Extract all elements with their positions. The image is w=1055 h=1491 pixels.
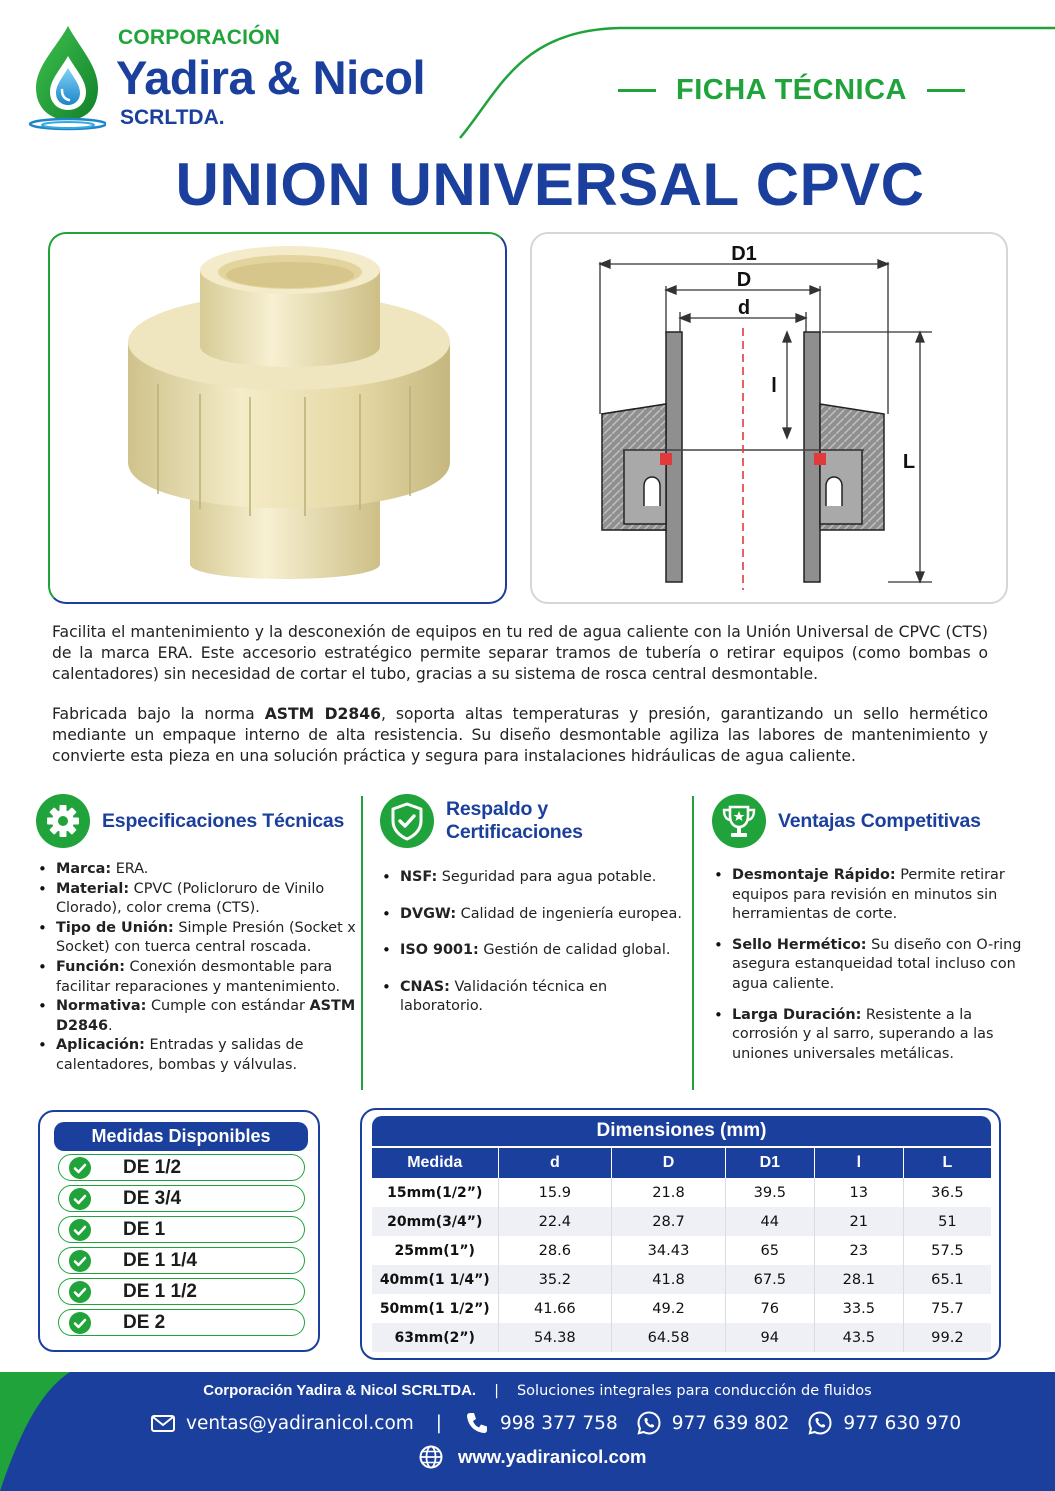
footer-separator: | xyxy=(494,1383,499,1399)
list-item xyxy=(36,880,356,919)
table-cell: 63mm(2”) xyxy=(372,1323,498,1352)
table-cell: 39.5 xyxy=(725,1178,814,1207)
list-item xyxy=(36,1036,356,1075)
cert-label: CNAS: xyxy=(400,978,450,995)
size-item xyxy=(58,1185,305,1212)
list-item xyxy=(712,866,1022,925)
list-item xyxy=(36,860,356,880)
table-cell: 21.8 xyxy=(612,1178,726,1207)
doc-type-text: FICHA TÉCNICA xyxy=(676,73,907,106)
certifications-list xyxy=(380,868,685,1017)
dimensions-box xyxy=(360,1108,1001,1360)
advantage-value: Permite retirar equipos para revisión en minutos sin herramientas de corte. xyxy=(732,867,1005,923)
table-row xyxy=(372,1323,991,1352)
table-cell: 15mm(1/2”) xyxy=(387,1184,483,1201)
table-cell: 25mm(1”) xyxy=(394,1242,475,1259)
cert-label: DVGW: xyxy=(400,905,457,922)
dimensions-title: Dimensiones (mm) xyxy=(372,1116,991,1146)
certifications-title: Respaldo y Certificaciones xyxy=(446,798,583,843)
brand-name: Yadira & Nicol xyxy=(116,51,426,104)
description-paragraph-2 xyxy=(52,704,988,767)
shield-check-icon xyxy=(380,794,434,848)
dimensions-table xyxy=(372,1148,991,1352)
size-label: DE 1 xyxy=(123,1218,166,1240)
advantages-section xyxy=(712,792,1022,1075)
specs-title: Especificaciones Técnicas xyxy=(102,809,345,832)
spec-value: ERA. xyxy=(111,861,149,877)
whatsapp-icon xyxy=(807,1410,833,1436)
page-title: UNION UNIVERSAL CPVC xyxy=(175,151,925,218)
footer-whatsapp-1[interactable]: 977 639 802 xyxy=(671,1412,790,1434)
table-cell: 20mm(3/4”) xyxy=(372,1207,498,1236)
cert-value: Calidad de ingeniería europea. xyxy=(456,905,682,922)
list-item xyxy=(36,958,356,997)
product-photo-panel xyxy=(48,232,507,604)
mail-icon xyxy=(150,1410,176,1436)
label-l: l xyxy=(771,375,777,397)
footer-website-line xyxy=(418,1443,646,1471)
footer-separator: | xyxy=(435,1412,443,1434)
table-cell: 99.2 xyxy=(903,1323,991,1352)
size-item xyxy=(58,1247,305,1274)
specs-list xyxy=(36,860,356,1076)
cert-label: ISO 9001: xyxy=(400,942,479,959)
trophy-icon xyxy=(712,794,766,848)
table-cell: 65.1 xyxy=(903,1265,991,1294)
divider xyxy=(618,89,656,92)
table-cell: 51 xyxy=(903,1207,991,1236)
size-item xyxy=(58,1216,305,1243)
desc2-text-b: , soporta altas temperaturas y presión, garantizando un sello hermético mediante un empaque interno de alta resistencia. Su diseño desmontable agiliza las labores de mantenimiento y convierte esta pieza en una solución práctica y segura para instalaciones hidráulicas de agua caliente. xyxy=(52,705,989,765)
column-header: l xyxy=(814,1148,903,1178)
table-cell: 44 xyxy=(725,1207,814,1236)
available-sizes-title: Medidas Disponibles xyxy=(54,1122,308,1151)
label-L: L xyxy=(902,451,916,473)
list-item xyxy=(380,868,685,888)
table-cell: 43.5 xyxy=(814,1323,903,1352)
table-cell: 21 xyxy=(814,1207,903,1236)
table-cell: 76 xyxy=(725,1294,814,1323)
globe-icon xyxy=(418,1444,444,1470)
size-label: DE 2 xyxy=(123,1311,166,1333)
table-cell: 15.9 xyxy=(498,1178,612,1207)
table-row xyxy=(372,1236,991,1265)
cert-value: Seguridad para agua potable. xyxy=(437,869,657,885)
advantage-label: Sello Hermético: xyxy=(732,936,867,953)
specs-section xyxy=(36,792,356,1076)
column-divider xyxy=(361,796,363,1090)
table-cell: 28.1 xyxy=(814,1265,903,1294)
table-header-row xyxy=(372,1148,991,1178)
size-label: DE 1 1/2 xyxy=(123,1280,197,1302)
footer-whatsapp-2[interactable]: 977 630 970 xyxy=(843,1412,962,1434)
spec-value: Simple Presión (Socket x Socket) con tuerca central roscada. xyxy=(56,919,356,956)
check-circle-icon xyxy=(69,1188,91,1210)
spec-label: Función: xyxy=(56,958,125,975)
table-cell: 35.2 xyxy=(498,1265,612,1294)
spec-label: Aplicación: xyxy=(56,1037,145,1054)
advantages-title: Ventajas Competitivas xyxy=(778,809,981,832)
desc2-standard: ASTM D2846 xyxy=(264,705,381,723)
table-cell: 28.6 xyxy=(498,1236,612,1265)
footer-company-line xyxy=(0,1382,1055,1399)
footer-contact-line xyxy=(150,1408,961,1438)
doc-type-label xyxy=(614,70,969,110)
table-cell: 23 xyxy=(814,1236,903,1265)
spec-value: Cumple con estándar xyxy=(146,998,310,1015)
advantages-header xyxy=(712,792,1022,850)
cpvc-union-illustration xyxy=(50,234,505,602)
table-cell: 94 xyxy=(725,1323,814,1352)
check-circle-icon xyxy=(69,1250,91,1272)
advantage-value: Su diseño con O-ring asegura estanqueidad total incluso con agua caliente. xyxy=(732,936,1022,992)
table-row xyxy=(372,1265,991,1294)
label-d: d xyxy=(737,297,751,319)
spec-value: Entradas y salidas de calentadores, bombas y válvulas. xyxy=(56,1037,304,1073)
technical-diagram-panel xyxy=(530,232,1008,604)
advantages-list xyxy=(712,866,1022,1064)
certifications-section xyxy=(380,792,685,1034)
footer-company: Corporación Yadira & Nicol SCRLTDA. xyxy=(203,1382,477,1399)
column-header: d xyxy=(498,1148,612,1178)
table-cell: 36.5 xyxy=(903,1178,991,1207)
specs-header xyxy=(36,792,356,850)
column-header: Medida xyxy=(372,1148,498,1178)
size-label: DE 3/4 xyxy=(123,1187,182,1209)
size-label: DE 1/2 xyxy=(123,1156,182,1178)
table-cell: 54.38 xyxy=(498,1323,612,1352)
spec-value: Conexión desmontable para facilitar reparaciones y mantenimiento. xyxy=(56,958,341,995)
table-row xyxy=(372,1294,991,1323)
cross-section-diagram xyxy=(532,234,1006,602)
advantage-label: Larga Duración: xyxy=(732,1006,862,1023)
available-sizes-box xyxy=(38,1110,320,1352)
column-header: D xyxy=(612,1148,726,1178)
desc2-text-a: Fabricada bajo la norma xyxy=(52,705,265,723)
size-item xyxy=(58,1154,305,1181)
list-item xyxy=(36,919,356,958)
table-cell: 50mm(1 1/2”) xyxy=(379,1300,490,1317)
cert-value: Validación técnica en laboratorio. xyxy=(400,978,608,1015)
water-drop-logo-icon xyxy=(26,22,106,134)
footer-phone[interactable]: 998 377 758 xyxy=(500,1412,618,1434)
spec-label: Tipo de Unión: xyxy=(56,919,174,936)
table-cell: 57.5 xyxy=(903,1236,991,1265)
spec-label: Material: xyxy=(56,880,130,897)
column-header: D1 xyxy=(725,1148,814,1178)
size-item xyxy=(58,1309,305,1336)
check-circle-icon xyxy=(69,1312,91,1334)
table-cell: 41.8 xyxy=(612,1265,726,1294)
spec-label: Marca: xyxy=(56,861,112,877)
brand-corporacion: CORPORACIÓN xyxy=(118,26,281,49)
footer-tagline: Soluciones integrales para conducción de fluidos xyxy=(516,1383,872,1399)
column-header: L xyxy=(903,1148,991,1178)
table-cell: 67.5 xyxy=(725,1265,814,1294)
spec-label: Normativa: xyxy=(56,998,147,1015)
spec-value: . xyxy=(108,1017,113,1034)
gear-icon xyxy=(36,794,90,848)
divider xyxy=(927,89,965,92)
table-cell: 49.2 xyxy=(612,1294,726,1323)
footer-email[interactable]: ventas@yadiranicol.com xyxy=(186,1412,414,1434)
table-cell: 22.4 xyxy=(498,1207,612,1236)
table-row xyxy=(372,1178,991,1207)
header xyxy=(0,0,1055,150)
column-divider xyxy=(692,796,694,1090)
check-circle-icon xyxy=(69,1219,91,1241)
table-cell: 33.5 xyxy=(814,1294,903,1323)
list-item xyxy=(712,936,1022,995)
phone-icon xyxy=(464,1410,490,1436)
table-cell: 34.43 xyxy=(612,1236,726,1265)
label-D: D xyxy=(736,269,752,291)
description-paragraph-1: Facilita el mantenimiento y la desconexión de equipos en tu red de agua caliente con la Unión Universal de CPVC (CTS) de la marca ERA. Este accesorio estratégico permite separar tramos de tubería o retirar equipos (como bombas o calentadores) sin necesidad de cortar el tubo, gracias a su sistema de rosca central desmontable. xyxy=(52,623,988,683)
check-circle-icon xyxy=(69,1281,91,1303)
spec-standard: ASTM D2846 xyxy=(56,998,356,1034)
table-row xyxy=(372,1207,991,1236)
list-item xyxy=(36,997,356,1036)
label-D1: D1 xyxy=(731,243,757,265)
size-item xyxy=(58,1278,305,1305)
list-item xyxy=(380,978,685,1017)
table-cell: 28.7 xyxy=(612,1207,726,1236)
table-cell: 65 xyxy=(725,1236,814,1265)
table-cell: 13 xyxy=(814,1178,903,1207)
list-item xyxy=(380,905,685,925)
size-label: DE 1 1/4 xyxy=(123,1249,197,1271)
table-cell: 64.58 xyxy=(612,1323,726,1352)
footer-website[interactable]: www.yadiranicol.com xyxy=(458,1446,647,1467)
advantage-label: Desmontaje Rápido: xyxy=(732,867,896,883)
certifications-header xyxy=(380,792,685,850)
list-item xyxy=(712,1006,1022,1065)
brand-suffix: SCRLTDA. xyxy=(120,106,225,129)
table-cell: 40mm(1 1/4”) xyxy=(372,1265,498,1294)
spec-value: CPVC (Policloruro de Vinilo Clorado), color crema (CTS). xyxy=(56,880,325,917)
whatsapp-icon xyxy=(636,1410,662,1436)
cert-value: Gestión de calidad global. xyxy=(478,942,671,959)
advantage-value: Resistente a la corrosión y al sarro, superando a las uniones universales metálicas. xyxy=(732,1006,994,1062)
table-cell: 75.7 xyxy=(903,1294,991,1323)
table-cell: 41.66 xyxy=(498,1294,612,1323)
check-circle-icon xyxy=(69,1157,91,1179)
cert-label: NSF: xyxy=(400,869,438,885)
list-item xyxy=(380,941,685,961)
